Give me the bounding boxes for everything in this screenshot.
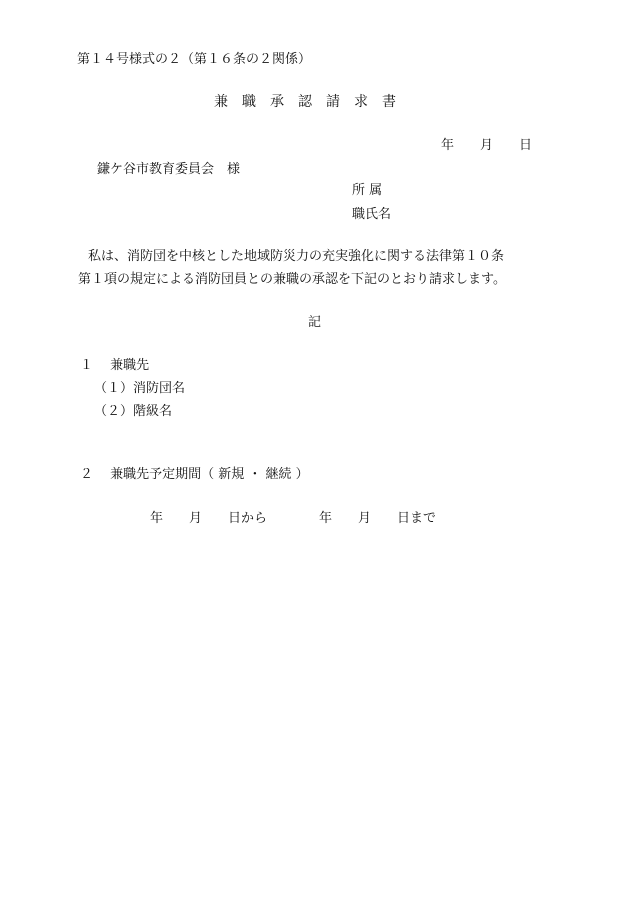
affiliation-label: 所 属 <box>352 183 383 198</box>
period-line: 年 月 日から 年 月 日まで <box>150 511 437 526</box>
item-1-concurrent-post: １ 兼職先 <box>80 358 150 373</box>
item-1-fire-brigade-name: （１）消防団名 <box>94 381 186 396</box>
date-line: 年 月 日 <box>441 138 533 153</box>
name-label: 職氏名 <box>352 207 392 222</box>
form-number: 第１４号様式の２（第１６条の２関係） <box>77 52 312 67</box>
addressee: 鎌ケ谷市教育委員会 様 <box>97 162 241 177</box>
item-1-rank-name: （２）階級名 <box>94 404 173 419</box>
body-text-line-2: 第１項の規定による消防団員との兼職の承認を下記のとおり請求します。 <box>78 272 506 287</box>
item-2-scheduled-period: ２ 兼職先予定期間（ 新規 ・ 継続 ） <box>80 467 309 482</box>
ki-heading: 記 <box>308 315 322 330</box>
body-text-line-1: 私は、消防団を中核とした地域防災力の充実強化に関する法律第１０条 <box>88 249 505 264</box>
page-title: 兼 職 承 認 請 求 書 <box>214 94 396 110</box>
